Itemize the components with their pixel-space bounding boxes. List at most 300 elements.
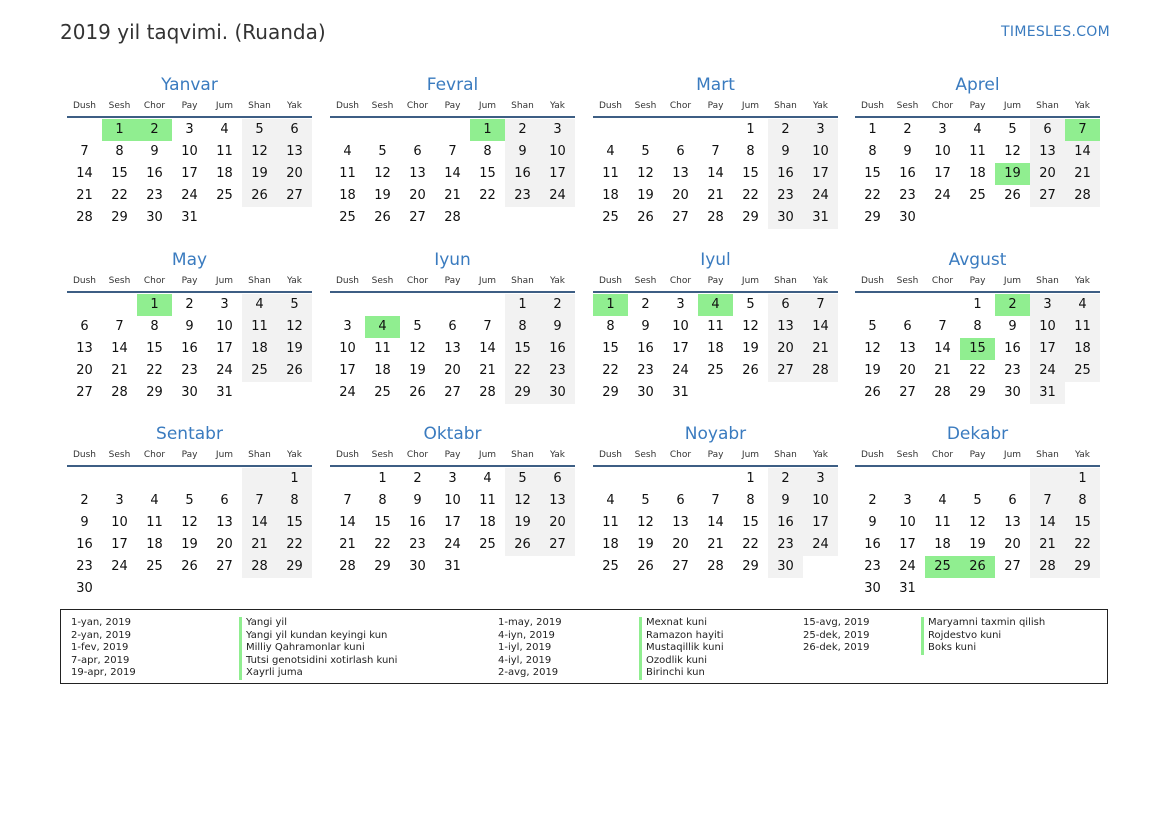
day-cell: 26 — [1004, 188, 1021, 203]
day-cell: 9 — [768, 141, 803, 163]
month-name: May — [171, 250, 208, 270]
day-cell: 20 — [768, 338, 803, 360]
month-dekabr — [855, 422, 1100, 600]
day-cell: 25 — [602, 210, 619, 225]
day-cell: 14 — [242, 512, 277, 534]
weekday-label: Sesh — [108, 276, 131, 286]
weekday-label: Pay — [969, 101, 986, 111]
day-cell: 23 — [637, 363, 654, 378]
day-cell: 28 — [707, 210, 724, 225]
day-cell: 30 — [637, 385, 654, 400]
day-cell: 11 — [216, 144, 233, 159]
day-cell: 14 — [76, 166, 93, 181]
day-cell: 13 — [216, 515, 233, 530]
weekday-label: Shan — [1036, 276, 1059, 286]
day-grid — [855, 294, 1100, 404]
day-cell: 4 — [343, 144, 352, 159]
day-cell: 5 — [413, 319, 422, 334]
day-cell: 15 — [602, 341, 619, 356]
weekday-label: Pay — [181, 450, 198, 460]
day-cell: 29 — [742, 210, 759, 225]
day-cell: 24 — [339, 385, 356, 400]
weekday-label: Jum — [478, 101, 497, 111]
day-grid — [593, 119, 838, 229]
month-name: Dekabr — [946, 424, 1009, 444]
weekday-header — [67, 272, 312, 293]
month-name: Iyun — [434, 250, 471, 270]
day-cell: 7 — [803, 294, 838, 316]
day-cell: 20 — [216, 537, 233, 552]
weekday-header — [593, 97, 838, 118]
weekday-label: Sesh — [634, 101, 657, 111]
weekday-label: Sesh — [371, 450, 394, 460]
day-cell: 22 — [277, 534, 312, 556]
day-cell: 21 — [76, 188, 93, 203]
day-cell: 14 — [444, 166, 461, 181]
day-cell: 14 — [707, 515, 724, 530]
holiday-day-cell: 15 — [960, 338, 995, 360]
day-cell: 19 — [505, 512, 540, 534]
weekday-header — [330, 272, 575, 293]
weekday-label: Shan — [1036, 101, 1059, 111]
day-cell: 30 — [76, 581, 93, 596]
day-cell: 20 — [444, 363, 461, 378]
day-cell: 3 — [903, 493, 912, 508]
day-cell: 22 — [864, 188, 881, 203]
day-cell: 8 — [378, 493, 387, 508]
day-cell: 26 — [637, 210, 654, 225]
day-cell: 17 — [181, 166, 198, 181]
day-cell: 5 — [242, 119, 277, 141]
month-name: Sentabr — [156, 424, 223, 444]
day-cell: 15 — [864, 166, 881, 181]
day-cell: 9 — [903, 144, 912, 159]
month-mart — [593, 73, 838, 229]
day-cell: 19 — [181, 537, 198, 552]
day-cell: 21 — [479, 363, 496, 378]
brand-link[interactable]: TIMESLES.COM — [1001, 24, 1110, 40]
weekday-label: Yak — [550, 276, 565, 286]
empty-cell — [698, 119, 733, 141]
weekday-label: Pay — [444, 101, 461, 111]
day-cell: 14 — [707, 166, 724, 181]
month-noyabr — [593, 422, 838, 578]
day-cell: 1 — [378, 471, 387, 486]
day-grid — [593, 468, 838, 578]
day-cell: 4 — [483, 471, 492, 486]
day-cell: 28 — [339, 559, 356, 574]
day-cell: 22 — [1065, 534, 1100, 556]
empty-cell — [67, 119, 102, 141]
day-cell: 27 — [672, 559, 689, 574]
day-cell: 3 — [185, 122, 194, 137]
day-cell: 21 — [1065, 163, 1100, 185]
empty-cell — [995, 468, 1030, 490]
legend-holiday-name: Milliy Qahramonlar kuni — [239, 642, 397, 655]
day-cell: 25 — [242, 360, 277, 382]
day-cell: 14 — [803, 316, 838, 338]
day-cell: 30 — [768, 207, 803, 229]
legend-date: 4-iyn, 2019 — [498, 629, 555, 641]
day-cell: 10 — [181, 144, 198, 159]
month-yanvar — [67, 73, 312, 229]
day-cell: 12 — [637, 166, 654, 181]
legend-dates-column — [803, 617, 870, 655]
day-cell: 25 — [216, 188, 233, 203]
empty-cell — [593, 468, 628, 490]
empty-cell — [365, 119, 400, 141]
legend-names-column — [921, 617, 1045, 655]
day-cell: 21 — [803, 338, 838, 360]
day-cell: 6 — [413, 144, 422, 159]
day-cell: 31 — [444, 559, 461, 574]
day-cell: 20 — [672, 537, 689, 552]
day-cell: 18 — [216, 166, 233, 181]
day-cell: 28 — [76, 210, 93, 225]
day-cell: 8 — [483, 144, 492, 159]
day-cell: 20 — [540, 512, 575, 534]
weekday-label: Chor — [669, 276, 692, 286]
day-cell: 23 — [409, 537, 426, 552]
day-cell: 31 — [899, 581, 916, 596]
day-cell: 24 — [1030, 360, 1065, 382]
month-iyun — [330, 248, 575, 404]
day-cell: 18 — [242, 338, 277, 360]
day-grid — [330, 294, 575, 404]
weekday-label: Dush — [598, 450, 623, 460]
day-cell: 7 — [115, 319, 124, 334]
empty-cell — [137, 468, 172, 490]
day-cell: 29 — [146, 385, 163, 400]
legend-holiday-name: Rojdestvo kuni — [921, 630, 1045, 643]
day-cell: 5 — [641, 493, 650, 508]
day-cell: 10 — [803, 141, 838, 163]
weekday-label: Chor — [406, 450, 429, 460]
weekday-label: Jum — [1003, 450, 1022, 460]
day-cell: 12 — [742, 319, 759, 334]
weekday-label: Chor — [669, 101, 692, 111]
day-cell: 14 — [479, 341, 496, 356]
day-cell: 4 — [606, 493, 615, 508]
day-cell: 16 — [899, 166, 916, 181]
holiday-day-cell: 1 — [102, 119, 137, 141]
day-cell: 6 — [80, 319, 89, 334]
day-cell: 10 — [111, 515, 128, 530]
day-cell: 11 — [707, 319, 724, 334]
day-cell: 7 — [1030, 490, 1065, 512]
legend-holiday-name: Maryamni taxmin qilish — [921, 617, 1045, 630]
day-cell: 19 — [242, 163, 277, 185]
weekday-label: Shan — [774, 450, 797, 460]
day-cell: 18 — [602, 188, 619, 203]
empty-cell — [242, 468, 277, 490]
day-cell: 6 — [676, 144, 685, 159]
day-cell: 17 — [1030, 338, 1065, 360]
day-cell: 15 — [1065, 512, 1100, 534]
day-cell: 4 — [1065, 294, 1100, 316]
weekday-label: Shan — [248, 276, 271, 286]
day-cell: 31 — [181, 210, 198, 225]
day-cell: 7 — [938, 319, 947, 334]
day-cell: 5 — [505, 468, 540, 490]
day-cell: 7 — [343, 493, 352, 508]
day-cell: 16 — [637, 341, 654, 356]
weekday-label: Shan — [511, 450, 534, 460]
holiday-day-cell: 1 — [593, 294, 628, 316]
day-cell: 29 — [864, 210, 881, 225]
day-cell: 16 — [76, 537, 93, 552]
day-cell: 21 — [111, 363, 128, 378]
empty-cell — [330, 294, 365, 316]
empty-cell — [663, 468, 698, 490]
day-cell: 24 — [803, 185, 838, 207]
day-cell: 25 — [479, 537, 496, 552]
day-cell: 10 — [339, 341, 356, 356]
day-cell: 22 — [742, 188, 759, 203]
legend-holiday-name: Birinchi kun — [639, 667, 724, 680]
day-cell: 23 — [899, 188, 916, 203]
day-cell: 23 — [1004, 363, 1021, 378]
day-cell: 17 — [803, 512, 838, 534]
day-cell: 21 — [707, 188, 724, 203]
month-name: Fevral — [426, 75, 479, 95]
day-cell: 17 — [216, 341, 233, 356]
day-cell: 13 — [672, 515, 689, 530]
day-cell: 3 — [938, 122, 947, 137]
day-cell: 16 — [864, 537, 881, 552]
weekday-label: Sesh — [108, 450, 131, 460]
day-cell: 2 — [185, 297, 194, 312]
weekday-label: Dush — [860, 101, 885, 111]
day-cell: 20 — [1004, 537, 1021, 552]
day-cell: 13 — [1004, 515, 1021, 530]
day-cell: 17 — [111, 537, 128, 552]
day-cell: 3 — [343, 319, 352, 334]
holiday-day-cell: 25 — [925, 556, 960, 578]
weekday-label: Sesh — [896, 101, 919, 111]
weekday-label: Yak — [550, 450, 565, 460]
day-cell: 30 — [768, 556, 803, 578]
holiday-day-cell: 2 — [137, 119, 172, 141]
day-cell: 24 — [216, 363, 233, 378]
weekday-label: Pay — [181, 276, 198, 286]
month-name: Noyabr — [684, 424, 747, 444]
month-aprel — [855, 73, 1100, 229]
day-cell: 13 — [76, 341, 93, 356]
weekday-label: Shan — [774, 101, 797, 111]
day-cell: 1 — [746, 471, 755, 486]
holiday-day-cell: 4 — [698, 294, 733, 316]
weekday-label: Sesh — [371, 101, 394, 111]
day-cell: 29 — [602, 385, 619, 400]
empty-cell — [102, 468, 137, 490]
day-cell: 18 — [479, 515, 496, 530]
day-cell: 2 — [868, 493, 877, 508]
day-cell: 13 — [899, 341, 916, 356]
day-cell: 27 — [76, 385, 93, 400]
day-cell: 19 — [409, 363, 426, 378]
month-avgust — [855, 248, 1100, 404]
day-cell: 23 — [505, 185, 540, 207]
weekday-header — [855, 97, 1100, 118]
day-cell: 11 — [339, 166, 356, 181]
weekday-label: Dush — [72, 101, 97, 111]
day-cell: 24 — [181, 188, 198, 203]
day-cell: 26 — [505, 534, 540, 556]
month-oktabr — [330, 422, 575, 578]
day-cell: 16 — [540, 338, 575, 360]
legend-holiday-name: Boks kuni — [921, 642, 1045, 655]
day-cell: 1 — [746, 122, 755, 137]
empty-cell — [435, 294, 470, 316]
day-cell: 31 — [672, 385, 689, 400]
day-cell: 7 — [80, 144, 89, 159]
day-cell: 21 — [934, 363, 951, 378]
day-cell: 13 — [672, 166, 689, 181]
day-cell: 23 — [181, 363, 198, 378]
day-cell: 20 — [76, 363, 93, 378]
day-cell: 13 — [444, 341, 461, 356]
day-grid — [67, 294, 312, 404]
day-cell: 26 — [742, 363, 759, 378]
day-cell: 11 — [374, 341, 391, 356]
holiday-day-cell: 1 — [137, 294, 172, 316]
weekday-label: Dush — [335, 276, 360, 286]
day-cell: 7 — [711, 144, 720, 159]
legend-date: 26-dek, 2019 — [803, 642, 870, 653]
day-cell: 25 — [602, 559, 619, 574]
empty-cell — [628, 119, 663, 141]
day-cell: 8 — [1065, 490, 1100, 512]
weekday-label: Shan — [511, 101, 534, 111]
empty-cell — [855, 468, 890, 490]
legend-date: 2-yan, 2019 — [71, 629, 131, 641]
day-cell: 26 — [242, 185, 277, 207]
day-cell: 2 — [641, 297, 650, 312]
empty-cell — [435, 119, 470, 141]
empty-cell — [960, 468, 995, 490]
weekday-label: Yak — [287, 276, 302, 286]
day-cell: 11 — [969, 144, 986, 159]
weekday-label: Pay — [969, 450, 986, 460]
legend-holiday-name: Yangi yil kundan keyingi kun — [239, 630, 397, 643]
day-cell: 19 — [637, 537, 654, 552]
day-cell: 3 — [803, 119, 838, 141]
day-cell: 23 — [864, 559, 881, 574]
day-cell: 6 — [277, 119, 312, 141]
day-cell: 13 — [277, 141, 312, 163]
day-cell: 19 — [277, 338, 312, 360]
day-cell: 11 — [602, 515, 619, 530]
weekday-label: Pay — [707, 450, 724, 460]
weekday-header — [593, 446, 838, 467]
day-cell: 10 — [899, 515, 916, 530]
day-cell: 7 — [483, 319, 492, 334]
day-cell: 6 — [676, 493, 685, 508]
day-cell: 29 — [277, 556, 312, 578]
day-cell: 14 — [1065, 141, 1100, 163]
weekday-label: Chor — [931, 101, 954, 111]
weekday-label: Yak — [1075, 276, 1090, 286]
day-cell: 4 — [242, 294, 277, 316]
month-sentabr — [67, 422, 312, 600]
month-iyul — [593, 248, 838, 404]
day-cell: 16 — [768, 163, 803, 185]
day-grid — [67, 468, 312, 600]
empty-cell — [67, 468, 102, 490]
day-cell: 17 — [444, 515, 461, 530]
day-cell: 9 — [641, 319, 650, 334]
day-cell: 30 — [409, 559, 426, 574]
empty-cell — [855, 294, 890, 316]
day-cell: 25 — [374, 385, 391, 400]
empty-cell — [365, 294, 400, 316]
day-cell: 27 — [672, 210, 689, 225]
weekday-label: Dush — [860, 276, 885, 286]
day-cell: 21 — [242, 534, 277, 556]
day-cell: 5 — [641, 144, 650, 159]
day-cell: 8 — [973, 319, 982, 334]
day-cell: 10 — [444, 493, 461, 508]
day-cell: 13 — [540, 490, 575, 512]
month-fevral — [330, 73, 575, 229]
weekday-label: Jum — [741, 450, 760, 460]
day-cell: 6 — [903, 319, 912, 334]
day-cell: 11 — [602, 166, 619, 181]
weekday-label: Pay — [444, 450, 461, 460]
empty-cell — [925, 294, 960, 316]
day-cell: 8 — [746, 493, 755, 508]
day-cell: 28 — [111, 385, 128, 400]
day-cell: 18 — [339, 188, 356, 203]
weekday-header — [330, 446, 575, 467]
empty-cell — [330, 468, 365, 490]
day-cell: 5 — [1008, 122, 1017, 137]
day-cell: 20 — [277, 163, 312, 185]
day-cell: 1 — [973, 297, 982, 312]
day-cell: 5 — [185, 493, 194, 508]
month-name: Aprel — [955, 75, 1000, 95]
day-cell: 19 — [637, 188, 654, 203]
day-cell: 17 — [339, 363, 356, 378]
day-cell: 28 — [707, 559, 724, 574]
empty-cell — [890, 468, 925, 490]
day-cell: 3 — [1030, 294, 1065, 316]
weekday-label: Jum — [1003, 276, 1022, 286]
empty-cell — [207, 468, 242, 490]
day-cell: 21 — [339, 537, 356, 552]
day-cell: 26 — [374, 210, 391, 225]
day-cell: 11 — [242, 316, 277, 338]
weekday-label: Yak — [813, 101, 828, 111]
holiday-day-cell: 7 — [1065, 119, 1100, 141]
day-cell: 14 — [339, 515, 356, 530]
day-cell: 22 — [602, 363, 619, 378]
holiday-day-cell: 19 — [995, 163, 1030, 185]
day-cell: 20 — [1030, 163, 1065, 185]
legend-date: 1-fev, 2019 — [71, 642, 129, 653]
day-cell: 6 — [1030, 119, 1065, 141]
holiday-day-cell: 1 — [470, 119, 505, 141]
day-cell: 10 — [803, 490, 838, 512]
day-cell: 18 — [374, 363, 391, 378]
day-cell: 31 — [803, 207, 838, 229]
day-cell: 5 — [746, 297, 755, 312]
day-cell: 28 — [444, 210, 461, 225]
day-cell: 10 — [934, 144, 951, 159]
legend-date: 19-apr, 2019 — [71, 667, 136, 678]
day-cell: 28 — [479, 385, 496, 400]
